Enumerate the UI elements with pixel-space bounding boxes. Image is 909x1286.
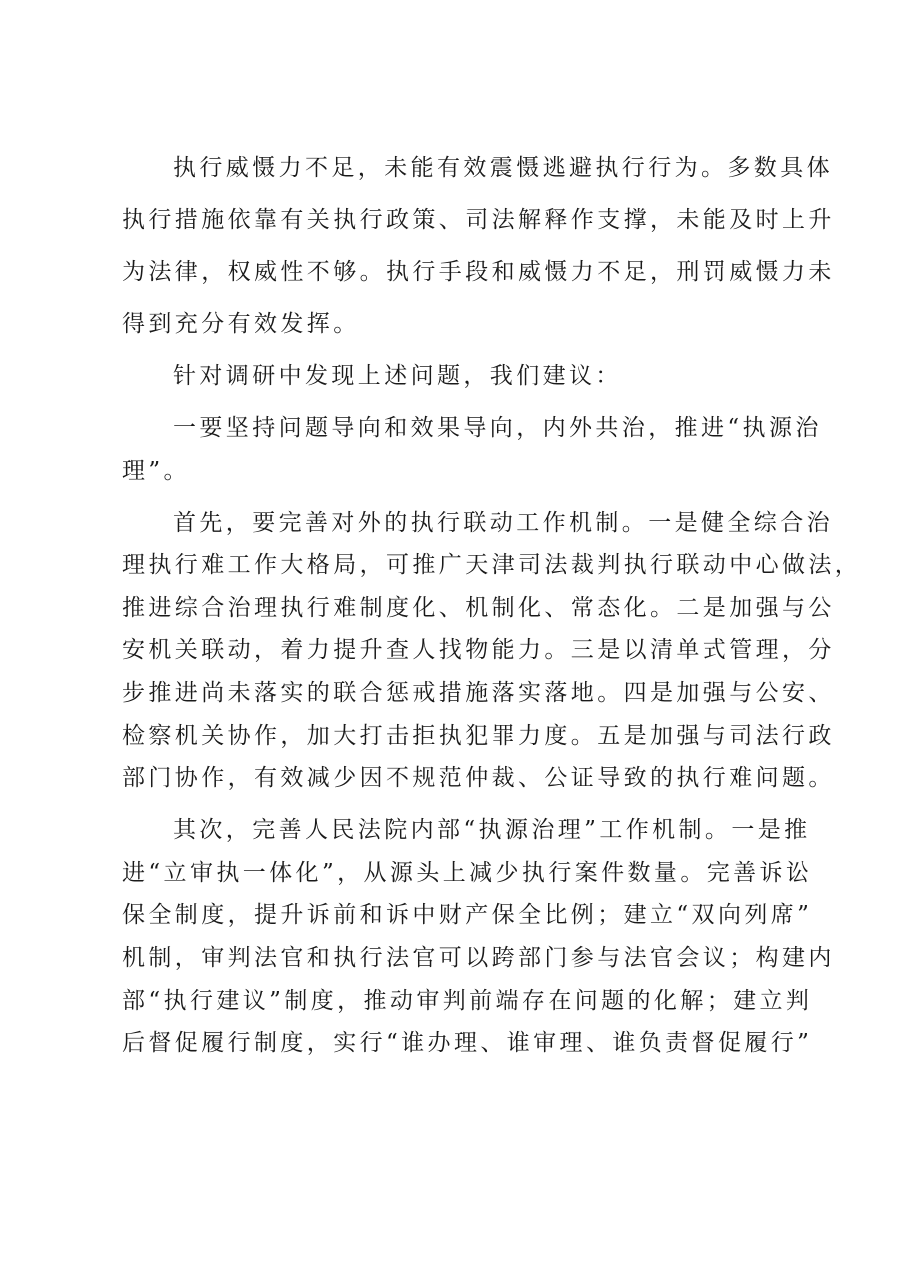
- text-line: 执行措施依靠有关执行政策、司法解释作支撑，未能及时上升: [122, 207, 835, 233]
- text-line: 机制，审判法官和执行法官可以跨部门参与法官会议；构建内: [122, 945, 835, 971]
- text-line: 首先，要完善对外的执行联动工作机制。一是健全综合治: [173, 510, 833, 536]
- text-line: 保全制度，提升诉前和诉中财产保全比例；建立“双向列席”: [122, 902, 813, 928]
- text-line: 针对调研中发现上述问题，我们建议：: [173, 363, 622, 389]
- text-line: 一要坚持问题导向和效果导向，内外共治，推进“执源治: [173, 415, 822, 441]
- text-line: 步推进尚未落实的联合惩戒措施落实落地。四是加强与公安、: [122, 680, 835, 706]
- text-line: 后督促履行制度，实行“谁办理、谁审理、谁负责督促履行”: [122, 1030, 813, 1056]
- text-line: 执行威慑力不足，未能有效震慑逃避执行行为。多数具体: [173, 155, 833, 181]
- text-line: 安机关联动，着力提升查人找物能力。三是以清单式管理，分: [122, 637, 835, 663]
- text-line: 理”。: [122, 458, 190, 484]
- text-line: 部门协作，有效减少因不规范仲裁、公证导致的执行难问题。: [122, 765, 835, 791]
- text-line: 理执行难工作大格局，可推广天津司法裁判执行联动中心做法，: [122, 552, 862, 578]
- text-line: 其次，完善人民法院内部“执源治理”工作机制。一是推: [173, 817, 811, 843]
- text-line: 部“执行建议”制度，推动审判前端存在问题的化解；建立判: [122, 988, 813, 1014]
- text-line: 得到充分有效发挥。: [122, 311, 360, 337]
- text-line: 为法律，权威性不够。执行手段和威慑力不足，刑罚威慑力未: [122, 259, 835, 285]
- text-line: 推进综合治理执行难制度化、机制化、常态化。二是加强与公: [122, 595, 835, 621]
- text-line: 检察机关协作，加大打击拒执犯罪力度。五是加强与司法行政: [122, 723, 835, 749]
- text-line: 进“立审执一体化”，从源头上减少执行案件数量。完善诉讼: [122, 860, 813, 886]
